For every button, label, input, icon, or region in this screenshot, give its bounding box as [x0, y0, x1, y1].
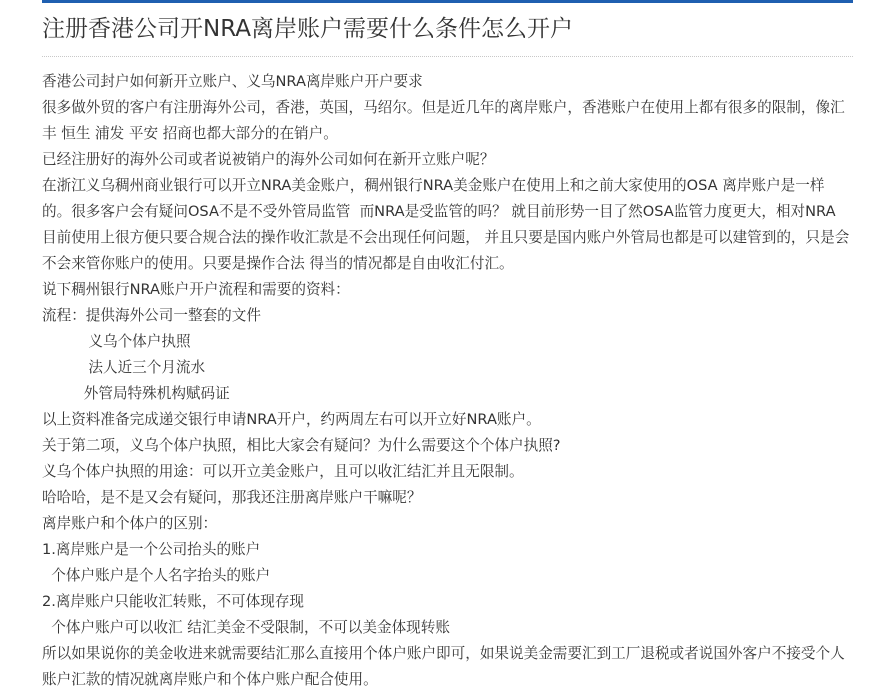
paragraph: 义乌个体户执照	[42, 333, 191, 350]
paragraph: 以上资料准备完成递交银行申请NRA开户，约两周左右可以开立好NRA账户。	[42, 411, 541, 428]
paragraph: 流程：提供海外公司一整套的文件	[42, 307, 261, 324]
paragraph: 很多做外贸的客户有注册海外公司，香港，英国，马绍尔。但是近几年的离岸账户，香港账户在使用上都有很多的限制，像汇丰 恒生 浦发 平安 招商也都大部分的在销户。	[42, 99, 845, 142]
paragraph: 个体户账户可以收汇 结汇美金不受限制，不可以美金体现转账	[42, 619, 450, 636]
article-body	[42, 57, 853, 693]
paragraph: 个体户账户是个人名字抬头的账户	[42, 567, 271, 584]
article-title: 注册香港公司开NRA离岸账户需要什么条件怎么开户	[42, 16, 573, 42]
article	[42, 0, 853, 693]
paragraph: 法人近三个月流水	[42, 359, 206, 376]
paragraph: 在浙江义乌稠州商业银行可以开立NRA美金账户，稠州银行NRA美金账户在使用上和之前大家使用的OSA 离岸账户是一样的。很多客户会有疑问OSA不是不受外管局监管 而NRA是受监管的吗？ 就目前形势一目了然OSA监管力度更大，相对NRA 目前使用上很方便只要合规合法的操作收汇款是不会出现任何问题， 并且只要是国内账户外管局也都是可以建管到的，只是会不会来管你账户的使用。只要是操作合法 得当的情况都是自由收汇付汇。	[42, 177, 850, 272]
paragraph: 离岸账户和个体户的区别：	[42, 515, 218, 532]
paragraph: 香港公司封户如何新开立账户、义乌NRA离岸账户开户要求	[42, 73, 423, 90]
paragraph: 说下稠州银行NRA账户开户流程和需要的资料：	[42, 281, 350, 298]
paragraph: 2.离岸账户只能收汇转账，不可体现存现	[42, 593, 305, 610]
paragraph: 已经注册好的海外公司或者说被销户的海外公司如何在新开立账户呢？	[42, 151, 495, 168]
paragraph: 哈哈哈，是不是又会有疑问，那我还注册离岸账户干嘛呢？	[42, 489, 422, 506]
paragraph: 所以如果说你的美金收进来就需要结汇那么直接用个体户账户即可，如果说美金需要汇到工厂退税或者说国外客户不接受个人账户汇款的情况就离岸账户和个体户账户配合使用。	[42, 645, 845, 688]
paragraph: 关于第二项，义乌个体户执照，相比大家会有疑问？为什么需要这个个体户执照?	[42, 437, 561, 454]
paragraph: 外管局特殊机构赋码证	[42, 385, 230, 402]
paragraph: 1.离岸账户是一个公司抬头的账户	[42, 541, 261, 558]
paragraph: 义乌个体户执照的用途：可以开立美金账户，且可以收汇结汇并且无限制。	[42, 463, 524, 480]
